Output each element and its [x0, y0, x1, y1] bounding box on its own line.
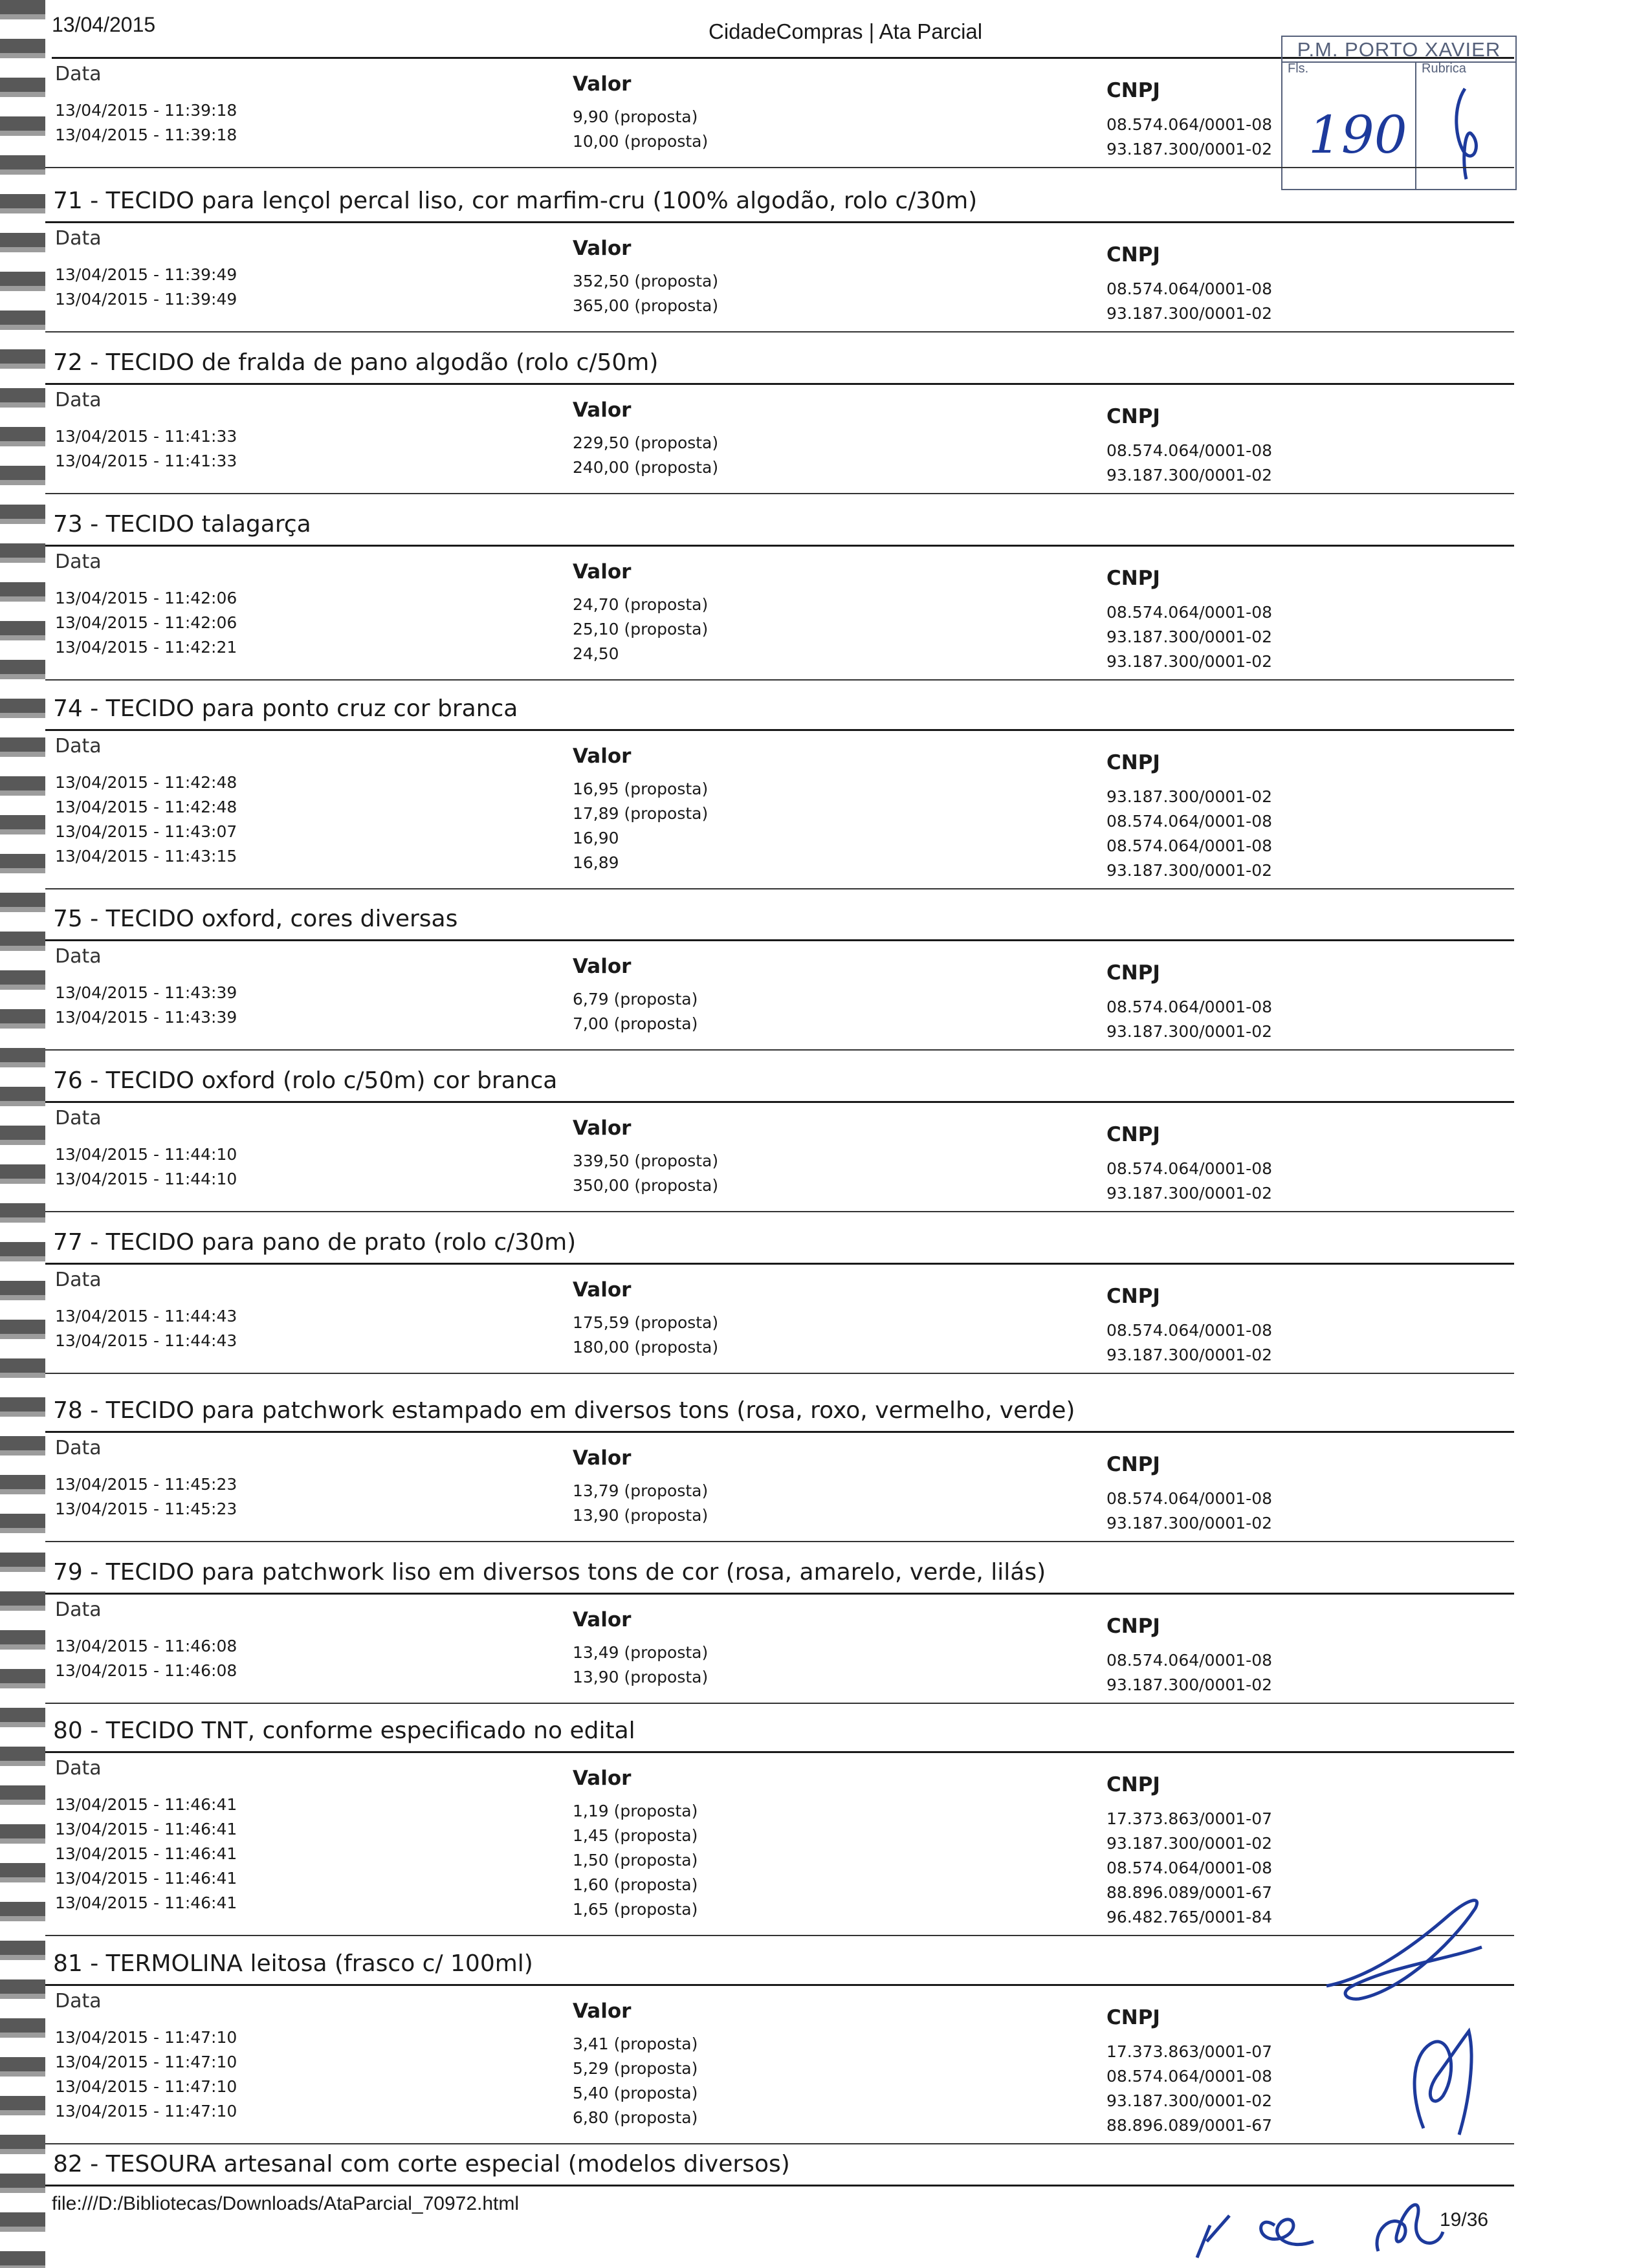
- item-title: 82 - TESOURA artesanal com corte especial (modelos diversos): [53, 2151, 790, 2177]
- stamp-name: P.M. PORTO XAVIER: [1297, 38, 1501, 61]
- column-header-data: Data: [55, 1437, 102, 1459]
- row-data: 13/04/2015 - 11:39:49: [55, 265, 237, 284]
- row-valor: 24,50: [573, 644, 619, 663]
- row-data: 13/04/2015 - 11:42:48: [55, 798, 237, 816]
- item-title-rule: [45, 1263, 1514, 1265]
- row-cnpj: 08.574.064/0001-08: [1106, 1489, 1273, 1508]
- column-header-valor: Valor: [573, 1278, 632, 1302]
- row-valor: 17,89 (proposta): [573, 804, 709, 823]
- column-header-valor: Valor: [573, 1767, 632, 1790]
- row-cnpj: 93.187.300/0001-02: [1106, 1346, 1273, 1364]
- row-cnpj: 08.574.064/0001-08: [1106, 812, 1273, 831]
- row-data: 13/04/2015 - 11:45:23: [55, 1475, 237, 1494]
- row-cnpj: 93.187.300/0001-02: [1106, 1675, 1273, 1694]
- item-title: 80 - TECIDO TNT, conforme especificado no edital: [53, 1717, 635, 1744]
- footer-file-path: file:///D:/Bibliotecas/Downloads/AtaParcial_70972.html: [52, 2193, 520, 2214]
- row-data: 13/04/2015 - 11:42:06: [55, 589, 237, 607]
- column-header-cnpj: CNPJ: [1106, 405, 1160, 428]
- row-cnpj: 17.373.863/0001-07: [1106, 1809, 1273, 1828]
- footer-page-number: 19/36: [1440, 2209, 1489, 2230]
- row-cnpj: 93.187.300/0001-02: [1106, 2091, 1273, 2110]
- row-valor: 3,41 (proposta): [573, 2034, 698, 2053]
- item-title: 81 - TERMOLINA leitosa (frasco c/ 100ml): [53, 1950, 533, 1977]
- row-valor: 350,00 (proposta): [573, 1176, 719, 1195]
- row-cnpj: 96.482.765/0001-84: [1106, 1908, 1273, 1926]
- row-data: 13/04/2015 - 11:39:18: [55, 125, 237, 144]
- column-header-valor: Valor: [573, 745, 632, 768]
- item-title: 79 - TECIDO para patchwork liso em diversos tons de cor (rosa, amarelo, verde, lilás): [53, 1559, 1046, 1586]
- row-cnpj: 93.187.300/0001-02: [1106, 861, 1273, 880]
- row-data: 13/04/2015 - 11:46:08: [55, 1637, 237, 1655]
- spiral-binding: [0, 0, 45, 2268]
- row-valor: 240,00 (proposta): [573, 458, 719, 477]
- row-valor: 13,90 (proposta): [573, 1668, 709, 1686]
- row-cnpj: 08.574.064/0001-08: [1106, 279, 1273, 298]
- column-header-valor: Valor: [573, 1608, 632, 1631]
- row-valor: 180,00 (proposta): [573, 1338, 719, 1357]
- stamp-fls-label: Fls.: [1288, 61, 1309, 76]
- row-cnpj: 17.373.863/0001-07: [1106, 2042, 1273, 2061]
- row-data: 13/04/2015 - 11:43:39: [55, 983, 237, 1002]
- item-title: 75 - TECIDO oxford, cores diversas: [53, 906, 458, 932]
- section-end-rule: [45, 331, 1514, 333]
- initials-row: [1184, 2186, 1495, 2264]
- item-title: 77 - TECIDO para pano de prato (rolo c/30m): [53, 1229, 577, 1256]
- row-cnpj: 08.574.064/0001-08: [1106, 1321, 1273, 1340]
- section-end-rule: [45, 1373, 1514, 1374]
- section-end-rule: [45, 1049, 1514, 1051]
- item-title: 78 - TECIDO para patchwork estampado em diversos tons (rosa, roxo, vermelho, verde): [53, 1397, 1075, 1424]
- row-valor: 25,10 (proposta): [573, 620, 709, 638]
- row-valor: 339,50 (proposta): [573, 1151, 719, 1170]
- column-header-valor: Valor: [573, 72, 632, 96]
- row-cnpj: 08.574.064/0001-08: [1106, 603, 1273, 622]
- section-end-rule: [45, 888, 1514, 889]
- stamp-sheet-number: 190: [1308, 105, 1407, 165]
- item-title: 73 - TECIDO talagarça: [53, 511, 311, 538]
- column-header-valor: Valor: [573, 2000, 632, 2023]
- row-data: 13/04/2015 - 11:46:41: [55, 1893, 237, 1912]
- row-data: 13/04/2015 - 11:46:41: [55, 1869, 237, 1888]
- row-cnpj: 93.187.300/0001-02: [1106, 652, 1273, 671]
- row-data: 13/04/2015 - 11:39:49: [55, 290, 237, 309]
- row-data: 13/04/2015 - 11:41:33: [55, 427, 237, 446]
- row-cnpj: 88.896.089/0001-67: [1106, 1883, 1273, 1902]
- row-valor: 9,90 (proposta): [573, 107, 698, 126]
- row-cnpj: 08.574.064/0001-08: [1106, 836, 1273, 855]
- column-header-cnpj: CNPJ: [1106, 567, 1160, 590]
- row-valor: 16,90: [573, 829, 619, 847]
- row-valor: 13,90 (proposta): [573, 1506, 709, 1525]
- column-header-valor: Valor: [573, 1117, 632, 1140]
- item-title: 72 - TECIDO de fralda de pano algodão (rolo c/50m): [53, 349, 659, 376]
- signature-mark-2: [1398, 2018, 1482, 2148]
- row-data: 13/04/2015 - 11:43:07: [55, 822, 237, 841]
- column-header-valor: Valor: [573, 237, 632, 260]
- column-header-data: Data: [55, 1269, 102, 1291]
- stamp-divider-vertical: [1415, 61, 1416, 189]
- row-data: 13/04/2015 - 11:42:06: [55, 613, 237, 632]
- item-title-rule: [45, 1593, 1514, 1595]
- column-header-cnpj: CNPJ: [1106, 1123, 1160, 1146]
- item-title: 76 - TECIDO oxford (rolo c/50m) cor branca: [53, 1067, 558, 1094]
- row-valor: 6,79 (proposta): [573, 990, 698, 1009]
- row-data: 13/04/2015 - 11:46:08: [55, 1661, 237, 1680]
- row-valor: 16,95 (proposta): [573, 780, 709, 798]
- row-data: 13/04/2015 - 11:44:10: [55, 1170, 237, 1188]
- row-data: 13/04/2015 - 11:47:10: [55, 2053, 237, 2071]
- row-valor: 352,50 (proposta): [573, 272, 719, 290]
- header-title: CidadeCompras | Ata Parcial: [709, 19, 983, 43]
- section-end-rule: [45, 2143, 1514, 2144]
- row-cnpj: 93.187.300/0001-02: [1106, 1834, 1273, 1853]
- row-valor: 1,50 (proposta): [573, 1851, 698, 1870]
- item-title-rule: [45, 1984, 1514, 1986]
- row-cnpj: 93.187.300/0001-02: [1106, 787, 1273, 806]
- item-title-rule: [45, 383, 1514, 385]
- row-data: 13/04/2015 - 11:41:33: [55, 452, 237, 470]
- row-valor: 229,50 (proposta): [573, 433, 719, 452]
- row-valor: 5,29 (proposta): [573, 2059, 698, 2078]
- row-cnpj: 08.574.064/0001-08: [1106, 1651, 1273, 1670]
- row-cnpj: 08.574.064/0001-08: [1106, 1159, 1273, 1178]
- row-valor: 1,45 (proposta): [573, 1826, 698, 1845]
- row-cnpj: 08.574.064/0001-08: [1106, 2067, 1273, 2086]
- item-title-rule: [45, 729, 1514, 731]
- column-header-data: Data: [55, 1990, 102, 2012]
- row-cnpj: 08.574.064/0001-08: [1106, 441, 1273, 460]
- row-valor: 13,49 (proposta): [573, 1643, 709, 1662]
- item-title-rule: [45, 1431, 1514, 1433]
- row-data: 13/04/2015 - 11:43:39: [55, 1008, 237, 1027]
- row-cnpj: 08.574.064/0001-08: [1106, 115, 1273, 134]
- column-header-cnpj: CNPJ: [1106, 1773, 1160, 1796]
- row-cnpj: 93.187.300/0001-02: [1106, 1514, 1273, 1532]
- section-end-rule: [45, 1541, 1514, 1542]
- row-data: 13/04/2015 - 11:44:43: [55, 1307, 237, 1325]
- row-cnpj: 08.574.064/0001-08: [1106, 1859, 1273, 1877]
- row-valor: 1,60 (proposta): [573, 1875, 698, 1894]
- column-header-data: Data: [55, 551, 102, 573]
- row-cnpj: 93.187.300/0001-02: [1106, 1184, 1273, 1203]
- row-data: 13/04/2015 - 11:45:23: [55, 1499, 237, 1518]
- header-date: 13/04/2015: [52, 13, 156, 36]
- column-header-data: Data: [55, 1598, 102, 1621]
- row-data: 13/04/2015 - 11:44:10: [55, 1145, 237, 1164]
- row-data: 13/04/2015 - 11:46:41: [55, 1795, 237, 1814]
- row-valor: 1,65 (proposta): [573, 1900, 698, 1919]
- row-data: 13/04/2015 - 11:42:48: [55, 773, 237, 792]
- column-header-valor: Valor: [573, 1446, 632, 1470]
- column-header-data: Data: [55, 227, 102, 250]
- item-title: 71 - TECIDO para lençol percal liso, cor marfim-cru (100% algodão, rolo c/30m): [53, 188, 978, 214]
- row-cnpj: 08.574.064/0001-08: [1106, 998, 1273, 1016]
- row-valor: 175,59 (proposta): [573, 1313, 719, 1332]
- row-valor: 1,19 (proposta): [573, 1802, 698, 1820]
- row-cnpj: 93.187.300/0001-02: [1106, 1022, 1273, 1041]
- column-header-data: Data: [55, 945, 102, 968]
- row-valor: 5,40 (proposta): [573, 2084, 698, 2102]
- row-valor: 16,89: [573, 853, 619, 872]
- item-title-rule: [45, 1101, 1514, 1103]
- column-header-valor: Valor: [573, 955, 632, 978]
- section-end-rule: [45, 493, 1514, 494]
- row-valor: 6,80 (proposta): [573, 2108, 698, 2127]
- section-end-rule: [45, 679, 1514, 681]
- row-cnpj: 93.187.300/0001-02: [1106, 466, 1273, 485]
- column-header-cnpj: CNPJ: [1106, 1615, 1160, 1638]
- column-header-valor: Valor: [573, 398, 632, 422]
- column-header-cnpj: CNPJ: [1106, 2006, 1160, 2029]
- row-valor: 365,00 (proposta): [573, 296, 719, 315]
- column-header-valor: Valor: [573, 560, 632, 583]
- row-data: 13/04/2015 - 11:43:15: [55, 847, 237, 866]
- row-data: 13/04/2015 - 11:46:41: [55, 1844, 237, 1863]
- row-data: 13/04/2015 - 11:46:41: [55, 1820, 237, 1838]
- stamp-rubrica-label: Rubrica: [1422, 61, 1466, 76]
- section-end-rule: [45, 1211, 1514, 1212]
- row-data: 13/04/2015 - 11:44:43: [55, 1331, 237, 1350]
- column-header-cnpj: CNPJ: [1106, 1285, 1160, 1308]
- item-title-rule: [45, 545, 1514, 547]
- section-end-rule: [45, 1703, 1514, 1704]
- row-cnpj: 93.187.300/0001-02: [1106, 627, 1273, 646]
- row-cnpj: 88.896.089/0001-67: [1106, 2116, 1273, 2135]
- column-header-data: Data: [55, 389, 102, 411]
- row-data: 13/04/2015 - 11:47:10: [55, 2077, 237, 2096]
- item-title: 74 - TECIDO para ponto cruz cor branca: [53, 695, 518, 722]
- row-cnpj: 93.187.300/0001-02: [1106, 304, 1273, 323]
- row-data: 13/04/2015 - 11:47:10: [55, 2028, 237, 2047]
- row-valor: 7,00 (proposta): [573, 1014, 698, 1033]
- row-data: 13/04/2015 - 11:39:18: [55, 101, 237, 120]
- row-valor: 13,79 (proposta): [573, 1481, 709, 1500]
- signature-mark-1: [1320, 1889, 1488, 2005]
- column-header-data: Data: [55, 1757, 102, 1780]
- column-header-data: Data: [55, 63, 102, 85]
- row-data: 13/04/2015 - 11:42:21: [55, 638, 237, 657]
- column-header-cnpj: CNPJ: [1106, 79, 1160, 102]
- stamp-divider: [1282, 61, 1515, 63]
- column-header-data: Data: [55, 1107, 102, 1129]
- item-title-rule: [45, 939, 1514, 941]
- item-title-rule: [45, 1751, 1514, 1753]
- section-end-rule: [45, 1935, 1514, 1936]
- column-header-data: Data: [55, 735, 102, 758]
- section-end-rule: [45, 167, 1514, 168]
- column-header-cnpj: CNPJ: [1106, 243, 1160, 267]
- column-header-cnpj: CNPJ: [1106, 961, 1160, 985]
- column-header-cnpj: CNPJ: [1106, 751, 1160, 774]
- stamp-rubric-signature: [1426, 82, 1510, 186]
- row-valor: 24,70 (proposta): [573, 595, 709, 614]
- row-cnpj: 93.187.300/0001-02: [1106, 140, 1273, 158]
- item-title-rule: [45, 221, 1514, 223]
- column-header-cnpj: CNPJ: [1106, 1453, 1160, 1476]
- row-data: 13/04/2015 - 11:47:10: [55, 2102, 237, 2121]
- row-valor: 10,00 (proposta): [573, 132, 709, 151]
